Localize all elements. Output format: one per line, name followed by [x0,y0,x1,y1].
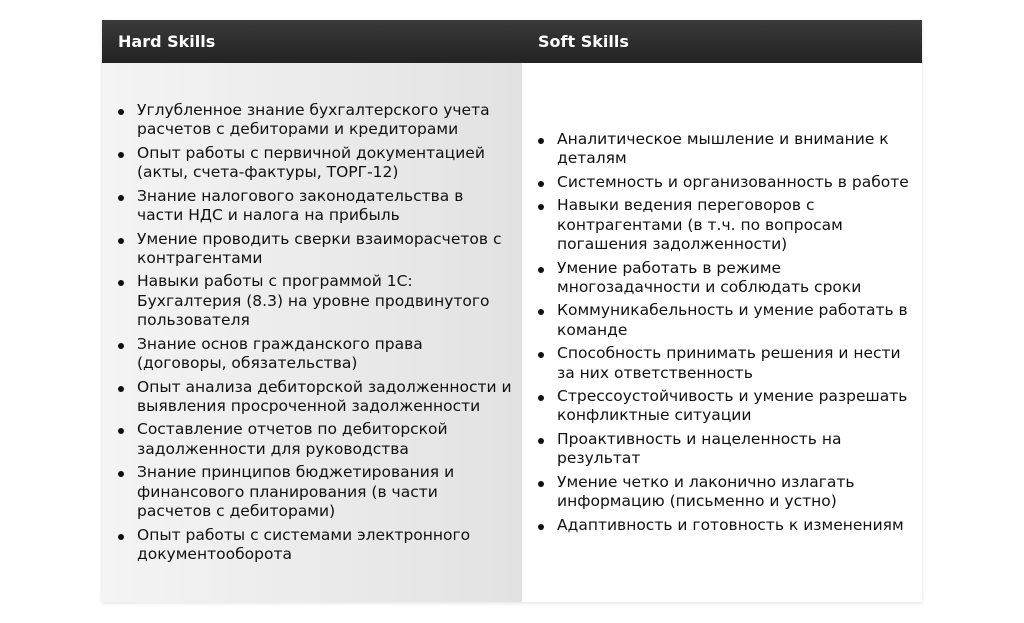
bullet-icon [538,267,544,273]
hard-skill-text: Опыт работы с первичной документацией (акты, счета-фактуры, ТОРГ-12) [137,143,485,182]
hard-skills-list [102,101,522,564]
list-item [137,187,512,226]
hard-skill-text: Углубленное знание бухгалтерского учета расчетов с дебиторами и кредиторами [137,100,490,139]
bullet-icon [118,238,124,244]
soft-skill-text: Умение четко и лаконично излагать информацию (письменно и устно) [557,472,855,511]
list-item [557,387,912,426]
hard-skill-text: Опыт анализа дебиторской задолженности и выявления просроченной задолженности [137,377,512,415]
hard-skill-text: Знание основ гражданского права (договоры, обязательства) [137,334,423,372]
soft-skills-list [522,130,922,535]
skills-table [102,20,922,602]
list-item [137,272,512,330]
list-item [557,173,912,192]
list-item [557,430,912,469]
soft-skills-heading: Soft Skills [538,32,629,51]
soft-skill-text: Способность принимать решения и нести за них ответственность [557,344,901,382]
bullet-icon [538,438,544,444]
list-item [137,526,512,565]
bullet-icon [118,386,124,392]
bullet-icon [538,481,544,487]
bullet-icon [118,534,124,540]
soft-skill-text: Стрессоустойчивость и умение разрешать конфликтные ситуации [557,387,908,425]
soft-skill-text: Проактивность и нацеленность на результат [557,430,842,468]
soft-skill-text: Умение работать в режиме многозадачности и соблюдать сроки [557,258,862,296]
soft-skill-text: Навыки ведения переговоров с контрагентами (в т.ч. по вопросам погашения задолженности) [557,196,843,253]
soft-skill-text: Аналитическое мышление и внимание к деталям [557,129,889,168]
bullet-icon [118,428,124,434]
bullet-icon [538,524,544,530]
bullet-icon [118,152,124,158]
list-item [557,196,912,254]
hard-skills-heading: Hard Skills [118,32,216,51]
list-item [557,259,912,298]
bullet-icon [538,204,544,210]
bullet-icon [538,352,544,358]
list-item [557,516,912,535]
hard-skill-text: Составление отчетов по дебиторской задолженности для руководства [137,420,448,458]
bullet-icon [118,280,124,286]
hard-skill-text: Опыт работы с системами электронного документооборота [137,525,471,563]
list-item [137,463,512,521]
list-item [137,335,512,374]
list-item [557,130,912,169]
bullet-icon [118,109,124,115]
bullet-icon [118,471,124,477]
hard-skill-text: Знание налогового законодательства в части НДС и налога на прибыль [137,186,464,224]
bullet-icon [538,309,544,315]
hard-skill-text: Навыки работы с программой 1С: Бухгалтерия (8.3) на уровне продвинутого пользователя [137,272,490,330]
list-item [137,420,512,459]
hard-skill-text: Умение проводить сверки взаиморасчетов с контрагентами [137,229,502,267]
hard-skills-column [102,63,522,602]
list-item [137,144,512,183]
bullet-icon [538,138,544,144]
bullet-icon [538,395,544,401]
soft-skill-text: Коммуникабельность и умение работать в команде [557,301,908,339]
list-item [137,378,512,417]
soft-skill-text: Системность и организованность в работе [557,172,909,191]
bullet-icon [118,343,124,349]
list-item [137,230,512,269]
soft-skill-text: Адаптивность и готовность к изменениям [557,515,904,534]
hard-skill-text: Знание принципов бюджетирования и финансового планирования (в части расчетов с дебиторами) [137,463,455,520]
list-item [557,473,912,512]
bullet-icon [118,195,124,201]
table-body [102,63,922,602]
bullet-icon [538,181,544,187]
soft-skills-column [522,63,922,602]
table-header [102,20,922,63]
list-item [137,101,512,140]
list-item [557,301,912,340]
list-item [557,344,912,383]
